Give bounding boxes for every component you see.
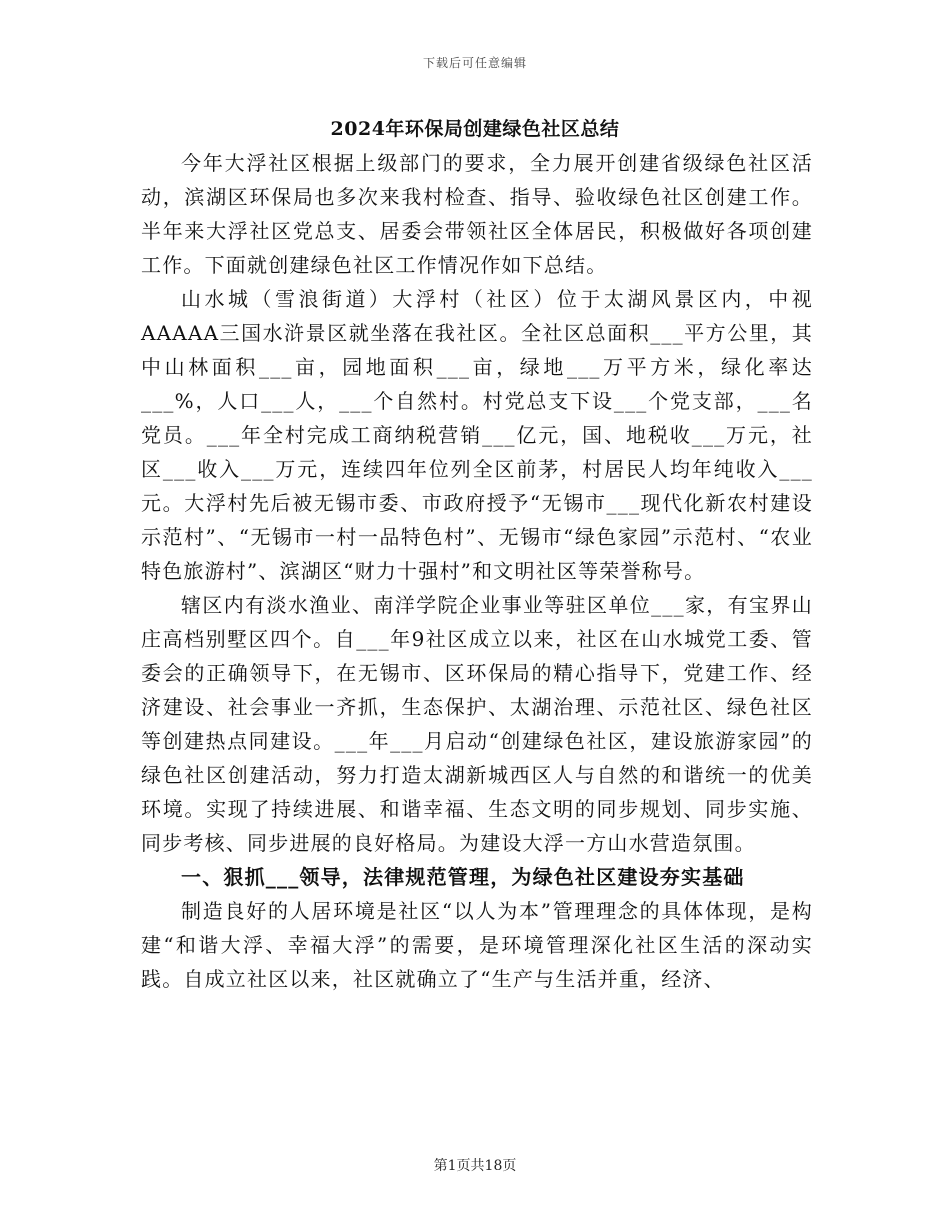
paragraph-district-overview: 辖区内有淡水渔业、南洋学院企业事业等驻区单位___家，有宝界山庄高档别墅区四个。自___年9社区成立以来，社区在山水城党工委、管委会的正确领导下，在无锡市、区环保局的精心指导下，党建工作、经济建设、社会事业一齐抓，生态保护、太湖治理、示范社区、绿色社区等创建热点同建设。___年___月启动“创建绿色社区，建设旅游家园”的绿色社区创建活动，努力打造太湖新城西区人与自然的和谐统一的优美环境。实现了持续进展、和谐幸福、生态文明的同步规划、同步实施、同步考核、同步进展的良好格局。为建设大浮一方山水营造氛围。 — [141, 593, 813, 855]
section-heading: 一、狠抓___领导，法律规范管理，为绿色社区建设夯实基础 — [181, 865, 745, 889]
document-body — [141, 146, 813, 996]
paragraph-community-profile: 山水城（雪浪街道）大浮村（社区）位于太湖风景区内，中视AAAAA三国水浒景区就坐落在我社区。全社区总面积___平方公里，其中山林面积___亩，园地面积___亩，绿地___万平方米，绿化率达___%，人口___人，___个自然村。村党总支下设___个党支部，___名党员。___年全村完成工商纳税营销___亿元，国、地税收___万元，社区___收入___万元，连续四年位列全区前茅，村居民人均年纯收入___元。大浮村先后被无锡市委、市政府授予“无锡市___现代化新农村建设示范村”、“无锡市一村一品特色村”、无锡市“绿色家园”示范村、“农业特色旅游村”、滨湖区“财力十强村”和文明社区等荣誉称号。 — [141, 287, 813, 583]
page-footer: 第1页共18页 — [433, 1158, 517, 1174]
header-note: 下载后可任意编辑 — [422, 56, 527, 70]
document-title: 2024年环保局创建绿色社区总结 — [330, 118, 620, 140]
paragraph-section-one: 制造良好的人居环境是社区“以人为本”管理理念的具体体现，是构建“和谐大浮、幸福大浮”的需要，是环境管理深化社区生活的深动实践。自成立社区以来，社区就确立了“生产与生活并重，经济、 — [141, 899, 813, 991]
paragraph-intro: 今年大浮社区根据上级部门的要求，全力展开创建省级绿色社区活动，滨湖区环保局也多次来我村检查、指导、验收绿色社区创建工作。半年来大浮社区党总支、居委会带领社区全体居民，积极做好各项创建工作。下面就创建绿色社区工作情况作如下总结。 — [141, 151, 813, 277]
